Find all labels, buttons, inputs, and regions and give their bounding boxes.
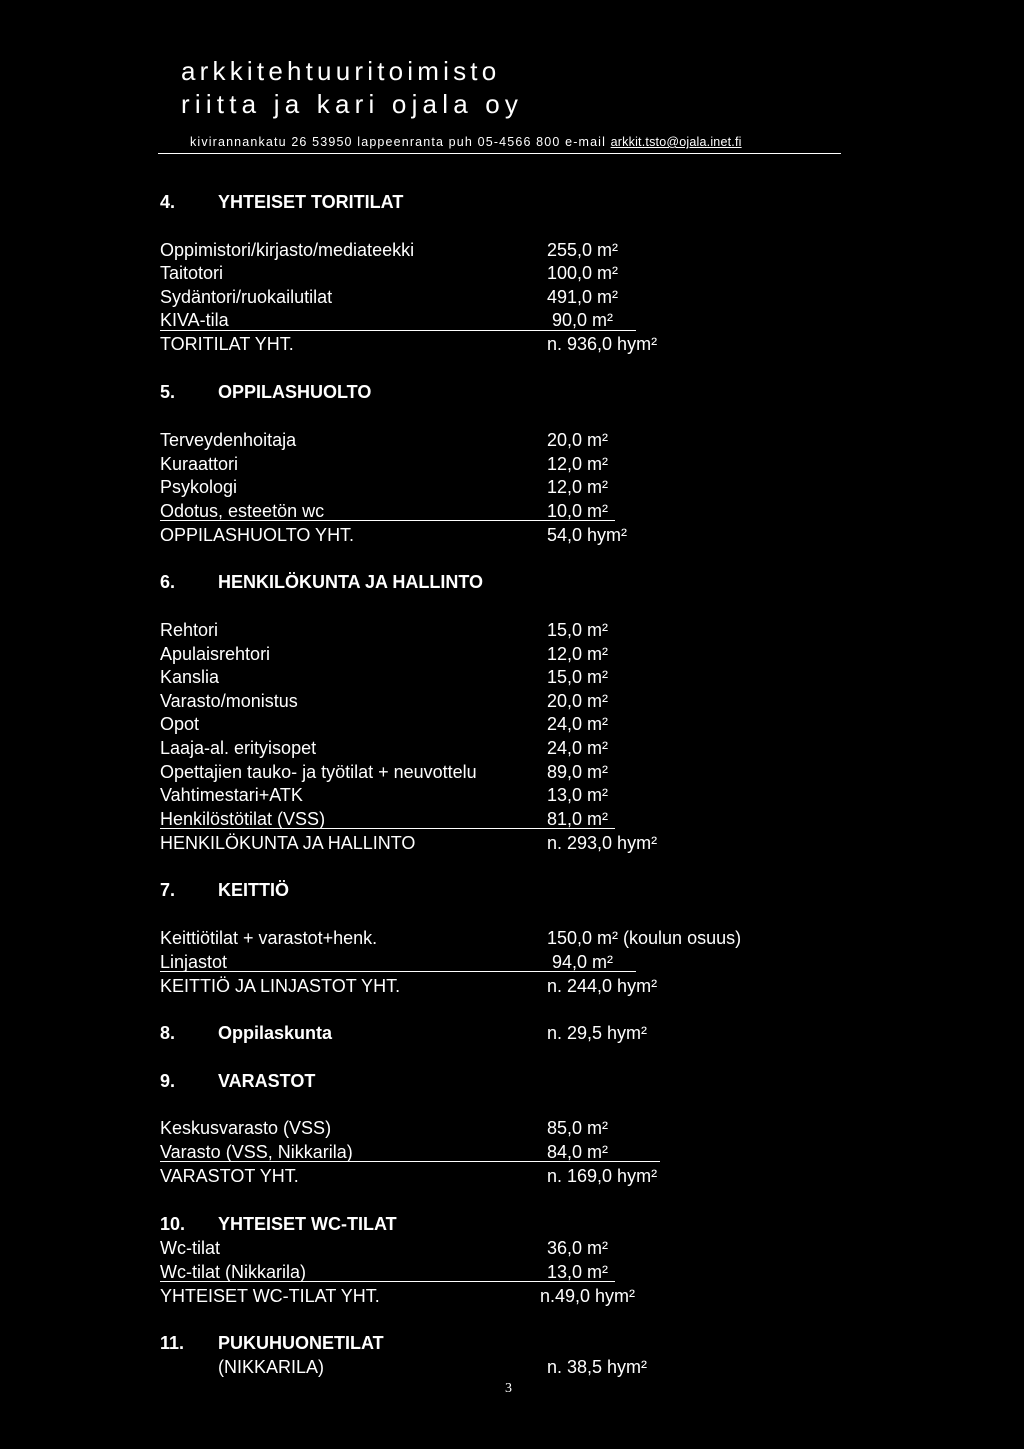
row-label: Laaja-al. erityisopet [160,738,317,758]
total-value: n. 244,0 hym² [547,976,658,996]
total-value: n.49,0 hym² [540,1286,636,1306]
row-value: 100,0 m² [547,263,619,283]
row-label: Wc-tilat (Nikkarila) [160,1262,306,1282]
row-label: Apulaisrehtori [160,644,271,664]
section-title: KEITTIÖ [218,880,289,900]
row-label: Kuraattori [160,454,239,474]
row-value: 24,0 m² [547,714,609,734]
section-number: 4. [160,192,176,212]
total-value: 54,0 hym² [547,525,628,545]
row-label: Varasto/monistus [160,691,298,711]
row-label: Opot [160,714,200,734]
subtotal-rule [160,520,615,521]
subtotal-rule [160,330,636,331]
row-value: 491,0 m² [547,287,619,307]
row-label: Kanslia [160,667,220,687]
section-number: 5. [160,382,176,402]
total-value: n. 293,0 hym² [547,833,658,853]
contact-address: kivirannankatu 26 53950 lappeenranta puh 05-4566 800 e-mail [190,135,611,149]
subtotal-rule [160,971,636,972]
section-title: OPPILASHUOLTO [218,382,372,402]
email-link[interactable]: arkkit.tsto@ojala.inet.fi [610,135,742,149]
row-label: Vahtimestari+ATK [160,785,303,805]
total-label: HENKILÖKUNTA JA HALLINTO [160,833,416,853]
total-label: KEITTIÖ JA LINJASTOT YHT. [160,976,401,996]
section-heading [160,381,371,403]
row-value: 24,0 m² [547,738,609,758]
section-heading [160,191,403,213]
company-name-line2: riitta ja kari ojala oy [181,89,524,119]
row-value: 150,0 m² (koulun osuus) [547,928,742,948]
row-value: 13,0 m² [547,785,609,805]
total-value: n. 169,0 hym² [547,1166,658,1186]
row-label: Taitotori [160,263,224,283]
section-title: YHTEISET TORITILAT [218,192,404,212]
row-label: Henkilöstötilat (VSS) [160,809,326,829]
page-number: 3 [505,1381,512,1396]
row-value: 15,0 m² [547,667,609,687]
row-value: 12,0 m² [547,644,609,664]
subtotal-rule [160,1161,660,1162]
section-title: HENKILÖKUNTA JA HALLINTO [218,572,483,592]
row-value: 85,0 m² [547,1118,609,1138]
total-label: VARASTOT YHT. [160,1166,299,1186]
section-heading [160,879,289,901]
row-value: 13,0 m² [547,1262,609,1282]
section-heading [160,571,483,593]
row-value: 89,0 m² [547,762,609,782]
row-label: Opettajien tauko- ja työtilat + neuvottelu [160,762,477,782]
section-heading [160,1332,384,1354]
row-value: 36,0 m² [547,1238,609,1258]
row-label: Sydäntori/ruokailutilat [160,287,333,307]
section-heading [160,1022,332,1044]
row-label: Keittiötilat + varastot+henk. [160,928,378,948]
row-label: Oppimistori/kirjasto/mediateekki [160,240,415,260]
row-label: Odotus, esteetön wc [160,501,325,521]
row-value: 10,0 m² [547,501,609,521]
row-value: 81,0 m² [547,809,609,829]
section-number: 6. [160,572,176,592]
row-label: Varasto (VSS, Nikkarila) [160,1142,353,1162]
header-rule [158,153,841,154]
total-label: OPPILASHUOLTO YHT. [160,525,355,545]
company-name-line1: arkkitehtuuritoimisto [181,56,501,86]
section-number: 10. [160,1214,186,1234]
subtotal-rule [160,1281,615,1282]
row-value: 84,0 m² [547,1142,609,1162]
row-label: KIVA-tila [160,310,229,330]
total-value: n. 936,0 hym² [547,334,658,354]
row-value: 20,0 m² [547,691,609,711]
row-value: 15,0 m² [547,620,609,640]
section-number: 8. [160,1023,176,1043]
row-label: Psykologi [160,477,238,497]
row-value: 94,0 m² [547,952,614,972]
row-value: 90,0 m² [547,310,614,330]
section-title: VARASTOT [218,1071,316,1091]
section-title: PUKUHUONETILAT [218,1333,384,1353]
section-number: 7. [160,880,176,900]
section-number: 9. [160,1071,176,1091]
row-value: 20,0 m² [547,430,609,450]
row-label: Linjastot [160,952,228,972]
row-label: Keskusvarasto (VSS) [160,1118,332,1138]
section-heading [160,1070,315,1092]
total-label: YHTEISET WC-TILAT YHT. [160,1286,380,1306]
row-label: Wc-tilat [160,1238,220,1258]
section-subtitle: (NIKKARILA) [218,1357,325,1377]
row-label: Rehtori [160,620,219,640]
total-label: TORITILAT YHT. [160,334,294,354]
row-label: Terveydenhoitaja [160,430,297,450]
section-heading [160,1213,397,1235]
row-value: 12,0 m² [547,454,609,474]
row-value: 255,0 m² [547,240,619,260]
section-number: 11. [160,1333,185,1353]
section-title: Oppilaskunta [218,1023,333,1043]
total-value: n. 29,5 hym² [547,1023,648,1043]
row-value: 12,0 m² [547,477,609,497]
section-title: YHTEISET WC-TILAT [218,1214,397,1234]
total-value: n. 38,5 hym² [547,1357,648,1377]
contact-info [190,134,742,150]
subtotal-rule [160,828,615,829]
